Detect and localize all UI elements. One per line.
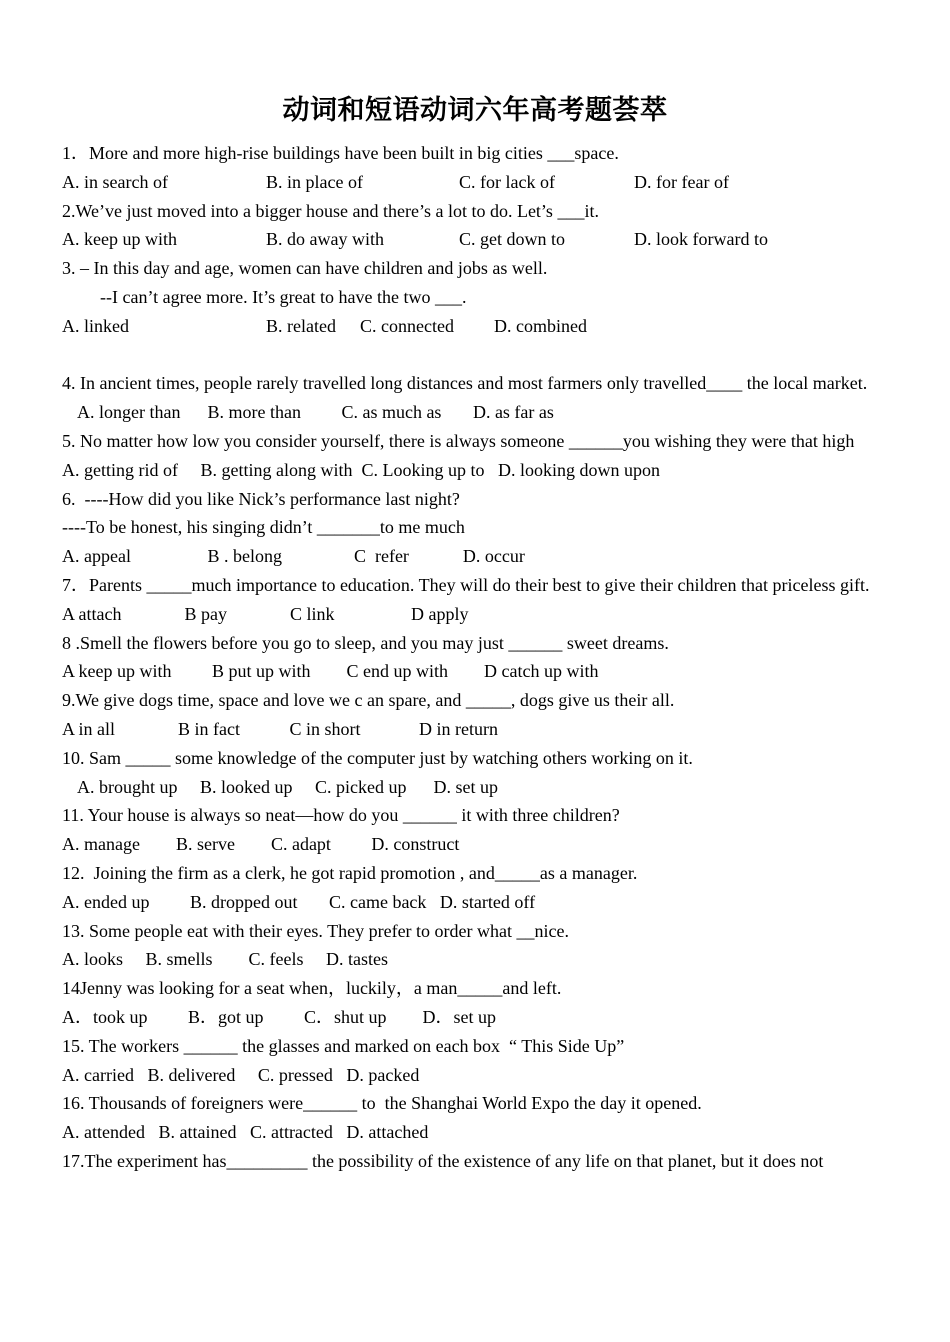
- question-stem: 17.The experiment has_________ the possibility of the existence of any life on that planet, but it does not: [62, 1150, 824, 1171]
- question-stem: 6. ----How did you like Nick’s performance last night?: [62, 488, 460, 509]
- question-stem: 2.We’ve just moved into a bigger house and there’s a lot to do. Let’s ___it.: [62, 200, 599, 221]
- option-b: B. related: [266, 315, 336, 336]
- question-stem: 8 .Smell the flowers before you go to sleep, and you may just ______ sweet dreams.: [62, 632, 669, 653]
- option-row: A keep up with B put up with C end up with D catch up with: [62, 661, 599, 682]
- option-c: C. for lack of: [459, 171, 555, 192]
- option-b: B. in place of: [266, 171, 363, 192]
- question-stem: 14Jenny was looking for a seat when，luckily，a man_____and left.: [62, 978, 562, 999]
- option-d: D. look forward to: [634, 229, 768, 250]
- question-stem: 11. Your house is always so neat—how do you ______ it with three children?: [62, 805, 620, 826]
- option-row: A attach B pay C link D apply: [62, 603, 469, 624]
- option-c: C. connected: [360, 315, 454, 336]
- option-a: A. keep up with: [62, 229, 177, 250]
- question-stem: 7．Parents _____much importance to education. They will do their best to give their children that priceless gift.: [62, 574, 870, 595]
- option-row: A. manage B. serve C. adapt D. construct: [62, 834, 460, 855]
- option-row: A．took up B．got up C．shut up D．set up: [62, 1006, 497, 1027]
- option-c: C. get down to: [459, 229, 565, 250]
- option-row: A. looks B. smells C. feels D. tastes: [62, 949, 388, 970]
- question-stem-reply: --I can’t agree more. It’s great to have the two ___.: [100, 286, 467, 307]
- option-a: A. in search of: [62, 171, 168, 192]
- question-list: [62, 139, 888, 1176]
- option-row: [62, 225, 888, 254]
- option-row: A. carried B. delivered C. pressed D. packed: [62, 1064, 420, 1085]
- option-b: B. do away with: [266, 229, 384, 250]
- question-stem: 12. Joining the firm as a clerk, he got rapid promotion , and_____as a manager.: [62, 862, 638, 883]
- question-stem: 3. – In this day and age, women can have children and jobs as well.: [62, 258, 548, 279]
- option-d: D. for fear of: [634, 171, 729, 192]
- question-stem: 10. Sam _____ some knowledge of the computer just by watching others working on it.: [62, 747, 693, 768]
- option-row: A. brought up B. looked up C. picked up D. set up: [77, 776, 498, 797]
- option-row: [62, 168, 888, 197]
- question-stem: 9.We give dogs time, space and love we c an spare, and _____, dogs give us their all.: [62, 690, 675, 711]
- option-row: A. getting rid of B. getting along with C. Looking up to D. looking down upon: [62, 459, 660, 480]
- option-a: A. linked: [62, 315, 129, 336]
- question-stem: 16. Thousands of foreigners were______ to the Shanghai World Expo the day it opened.: [62, 1093, 702, 1114]
- question-stem: 4. In ancient times, people rarely travelled long distances and most farmers only travelled____ the local market.: [62, 373, 868, 394]
- option-row: A. attended B. attained C. attracted D. attached: [62, 1122, 429, 1143]
- option-row: A. ended up B. dropped out C. came back D. started off: [62, 891, 536, 912]
- spacer: [62, 341, 888, 370]
- option-row: [62, 312, 888, 341]
- option-row: A. appeal B . belong C refer D. occur: [62, 546, 525, 567]
- question-stem: 13. Some people eat with their eyes. They prefer to order what __nice.: [62, 920, 569, 941]
- option-d: D. combined: [494, 315, 587, 336]
- question-stem-reply: ----To be honest, his singing didn’t _______to me much: [62, 517, 465, 538]
- question-stem: 15. The workers ______ the glasses and marked on each box “ This Side Up”: [62, 1035, 625, 1056]
- question-stem: 5. No matter how low you consider yourself, there is always someone ______you wishing they were that high: [62, 430, 855, 451]
- option-row: A in all B in fact C in short D in return: [62, 718, 498, 739]
- option-row: A. longer than B. more than C. as much as D. as far as: [77, 402, 554, 423]
- page-title: 动词和短语动词六年高考题荟萃: [282, 95, 668, 126]
- question-stem: 1．More and more high-rise buildings have been built in big cities ___space.: [62, 143, 619, 163]
